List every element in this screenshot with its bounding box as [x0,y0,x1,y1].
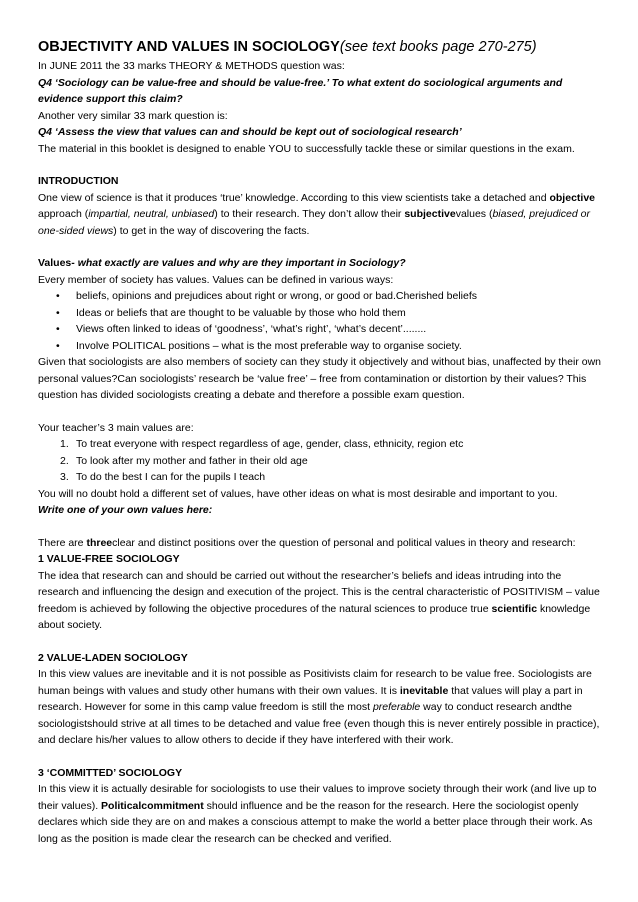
teacher-values-after: You will no doubt hold a different set of values, have other ideas on what is most desirable and important to you. [38,487,558,500]
document-page [38,37,604,847]
page-title: OBJECTIVITY AND VALUES IN SOCIOLOGY(see text books page 270-275) [38,39,537,55]
values-paragraph: Given that sociologists are also members of society can they study it objectively and without bias, unaffected by their own personal values?Can sociologists’ research be ‘value free’ – free from contamination or distortion by their values? This question has divided sociologists creating a debate and therefore a possible exam question. [38,356,602,401]
introduction-heading: INTRODUCTION [38,175,119,187]
section-2-heading: 2 VALUE-LADEN SOCIOLOGY [38,651,188,664]
exam-question-1: Q4 ‘Sociology can be value-free and should be value-free.’ To what extent do sociological arguments and evidence support this claim? [38,76,563,105]
another-line: Another very similar 33 mark question is: [38,109,228,122]
section-3-paragraph: In this view it is actually desirable for sociologists to use their values to improve society through their work (and live up to their values). Politicalcommitment should influence and be the reason for the research. Here the sociologist openly declares which side they are on and makes a conscious attempt to make the world a better place through their work. As long as the position is made clear the research can be checked and verified. [38,783,597,845]
bullet-item: • beliefs, opinions and prejudices about right or wrong, or good or bad.Cherished beliefs [38,288,604,305]
teacher-values-lead: Your teacher’s 3 main values are: [38,421,194,434]
section-1-heading: 1 VALUE-FREE SOCIOLOGY [38,553,180,565]
values-lead: Every member of society has values. Values can be defined in various ways: [38,273,394,286]
bullet-item: • Views often linked to ideas of ‘goodness’, ‘what’s right’, ‘what’s decent’........ [38,321,604,338]
section-2-paragraph: In this view values are inevitable and it is not possible as Positivists claim for research to be value free. Sociologists are human beings with values and study other humans with their own values. It is inevitable that values will play a part in research. However for some in this camp value freedom is still the most preferable way to conduct research andthe sociologistshould strive at all times to be detached and value free (even though this is never entirely possible in practice), and declare his/her values to allow others to decide if they have interfered with their work. [38,668,600,746]
section-3-heading: 3 ‘COMMITTED’ SOCIOLOGY [38,766,183,779]
numbered-item: 2. To look after my mother and father in their old age [60,454,308,467]
values-heading: Values- what exactly are values and why are they important in Sociology? [38,257,406,269]
title-reference: (see text books page 270-275) [339,39,537,55]
section-1-paragraph: The idea that research can and should be carried out without the researcher’s beliefs and ideas intruding into the research and influencing the design and execution of the project. This is the central characteristic of POSITIVISM – value freedom is achieved by following the objective procedures of the natural sciences to produce true scientific knowledge about society. [38,569,600,631]
numbered-item: 3. To do the best I can for the pupils I teach [60,471,266,483]
bullet-item: • Ideas or beliefs that are thought to be valuable by those who hold them [38,305,604,322]
bullet-item: • Involve POLITICAL positions – what is the most preferable way to organise society. [38,338,604,355]
exam-question-2: Q4 ‘Assess the view that values can and should be kept out of sociological research’ [38,126,462,138]
numbered-item: 1. To treat everyone with respect regardless of age, gender, class, ethnicity, region etc [60,438,464,450]
teacher-values-list [38,436,604,486]
three-positions-line: There are threeclear and distinct positions over the question of personal and political values in theory and research: [38,536,576,549]
values-bullet-list [38,288,604,354]
write-own-value-prompt: Write one of your own values here: [38,504,213,516]
introduction-paragraph: One view of science is that it produces ‘true’ knowledge. According to this view scientists take a detached and objective approach (impartial, neutral, unbiased) to their research. They don’t allow their subjectivevalues (biased, prejudiced or one-sided views) to get in the way of discovering the facts. [38,191,596,237]
june-line: In JUNE 2011 the 33 marks THEORY & METHODS question was: [38,60,345,72]
material-line: The material in this booklet is designed to enable YOU to successfully tackle these or similar questions in the exam. [38,142,575,155]
